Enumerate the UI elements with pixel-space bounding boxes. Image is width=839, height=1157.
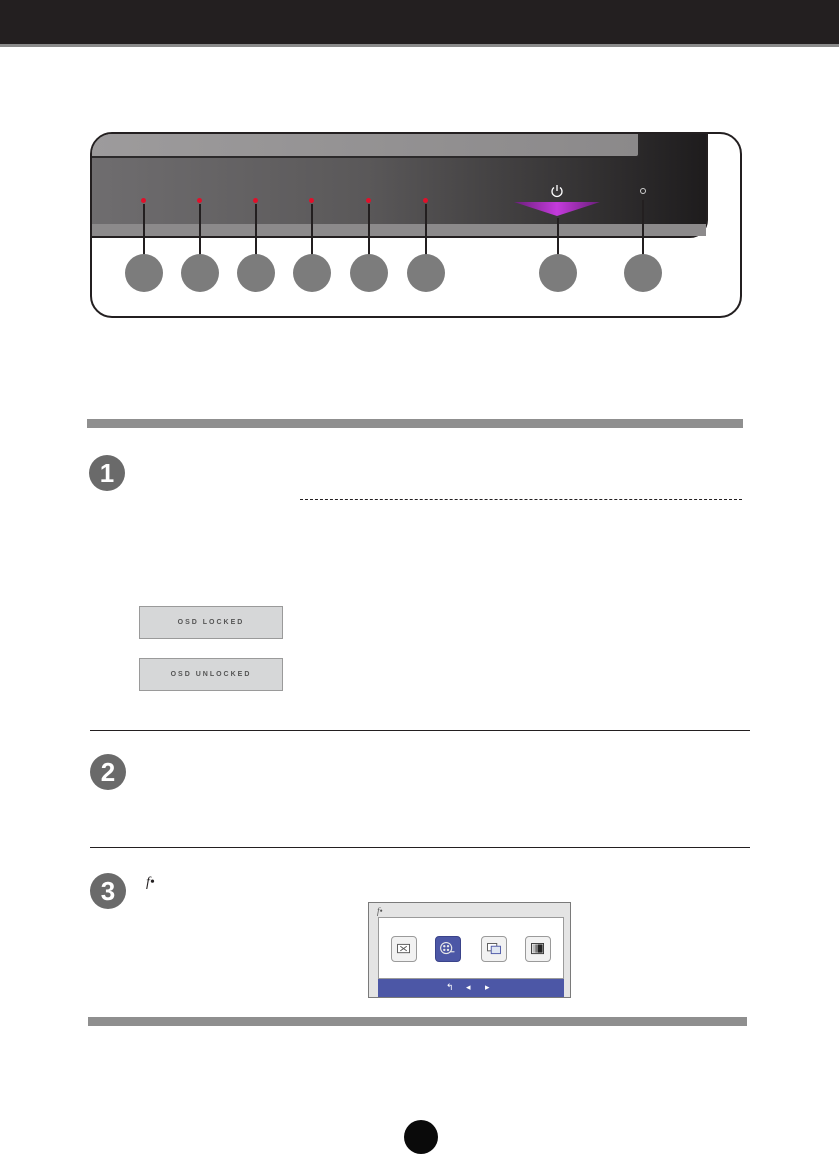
button-marker-6 (423, 198, 428, 203)
callout-circle-3 (237, 254, 275, 292)
osd-locked-message: OSD LOCKED (139, 606, 283, 639)
callout-circle-1 (125, 254, 163, 292)
callout-circle-6 (407, 254, 445, 292)
callout-line-2 (199, 204, 201, 256)
button-marker-1 (141, 198, 146, 203)
left-arrow-icon[interactable]: ◂ (466, 982, 471, 992)
osd-unlocked-message: OSD UNLOCKED (139, 658, 283, 691)
intensity-mode-icon[interactable] (481, 936, 507, 962)
normal-mode-icon[interactable] (391, 936, 417, 962)
dashed-leader (300, 499, 742, 500)
section-number-1: 1 (89, 455, 125, 491)
section-divider-2 (90, 847, 750, 848)
button-marker-3 (253, 198, 258, 203)
srgb-mode-icon[interactable] (525, 936, 551, 962)
callout-line-3 (255, 204, 257, 256)
power-indicator-icon (640, 188, 646, 194)
button-marker-5 (366, 198, 371, 203)
fengine-icon: f• (146, 875, 155, 890)
callout-circle-2 (181, 254, 219, 292)
page-number-badge (404, 1120, 438, 1154)
section-number-2: 2 (90, 754, 126, 790)
power-icon (550, 184, 564, 198)
callout-circle-4 (293, 254, 331, 292)
callout-line-indicator (642, 200, 644, 256)
section-bottom-rule (88, 1017, 747, 1026)
section-divider-1 (90, 730, 750, 731)
power-glow-light (514, 202, 600, 218)
movie-mode-icon[interactable] (435, 936, 461, 962)
button-marker-4 (309, 198, 314, 203)
callout-circle-5 (350, 254, 388, 292)
osd-nav-bar (378, 979, 564, 997)
callout-line-1 (143, 204, 145, 256)
screen-edge (90, 132, 640, 158)
right-arrow-icon[interactable]: ▸ (485, 982, 490, 992)
bezel-bottom-edge (90, 224, 706, 236)
callout-line-5 (368, 204, 370, 256)
fengine-osd-window (368, 902, 571, 998)
header-bar (0, 0, 839, 44)
header-underline (0, 44, 839, 47)
osd-tile-area (378, 917, 564, 979)
section-number-3: 3 (90, 873, 126, 909)
button-marker-2 (197, 198, 202, 203)
callout-circle-indicator (624, 254, 662, 292)
section-top-rule (87, 419, 743, 428)
monitor-bezel (90, 132, 708, 238)
callout-line-4 (311, 204, 313, 256)
front-panel-callout (90, 132, 742, 318)
callout-line-power (557, 218, 559, 256)
callout-line-6 (425, 204, 427, 256)
osd-title-icon: f• (377, 906, 383, 916)
return-icon[interactable]: ↰ (446, 982, 454, 992)
callout-circle-power (539, 254, 577, 292)
